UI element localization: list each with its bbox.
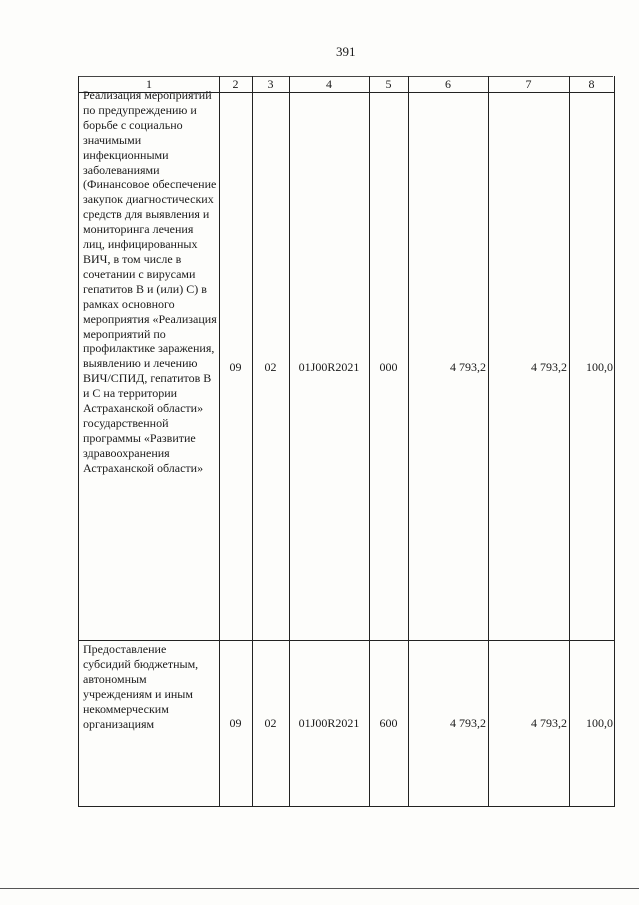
column-header-5: 5 — [385, 77, 392, 91]
row-planned-amount: 4 793,2 — [450, 360, 486, 374]
row-subsection-code: 02 — [264, 360, 277, 374]
column-header-2: 2 — [232, 77, 239, 91]
row-expense-type: 000 — [379, 360, 398, 374]
row-percent: 100,0 — [586, 716, 613, 730]
page-number: 391 — [336, 44, 356, 59]
row-target-code: 01J00R2021 — [298, 716, 360, 730]
row-target-code: 01J00R2021 — [298, 360, 360, 374]
column-header-4: 4 — [326, 77, 332, 91]
column-divider — [219, 76, 220, 806]
row-separator — [79, 640, 614, 641]
column-header-3: 3 — [267, 77, 274, 91]
row-section-code: 09 — [229, 716, 242, 730]
row-subsection-code: 02 — [264, 716, 277, 730]
column-header-8: 8 — [588, 77, 595, 91]
row-section-code: 09 — [229, 360, 242, 374]
row-actual-amount: 4 793,2 — [531, 360, 567, 374]
column-header-7: 7 — [525, 77, 532, 91]
column-divider — [289, 76, 290, 806]
row-description: Реализация мероприятий по предупреждению и борьбе с социально значимыми инфекционными заболеваниями (Финансовое обеспечение закупок диагностических средств для выявления и мониторинга лечения лиц, инфицированных ВИЧ, в том числе в сочетании с вирусами гепатитов В и (или) С) в рамках основного мероприятия «Реализация мероприятий по профилактике заражения, выявлению и лечению ВИЧ/СПИД, гепатитов В и С на территории Астраханской области» государственной программы «Развитие здравоохранения Астраханской области» — [83, 88, 217, 475]
column-divider — [408, 76, 409, 806]
column-divider — [488, 76, 489, 806]
column-header-1: 1 — [146, 77, 152, 91]
row-actual-amount: 4 793,2 — [531, 716, 567, 730]
budget-table — [78, 76, 615, 807]
row-planned-amount: 4 793,2 — [450, 716, 486, 730]
column-divider — [569, 76, 570, 806]
page-bottom-rule — [0, 888, 639, 889]
column-divider — [369, 76, 370, 806]
row-percent: 100,0 — [586, 360, 613, 374]
column-header-6: 6 — [445, 77, 451, 91]
row-description: Предоставление субсидий бюджетным, автономным учреждениям и иным некоммерческим организациям — [83, 642, 199, 731]
row-expense-type: 600 — [379, 716, 398, 730]
column-divider — [252, 76, 253, 806]
